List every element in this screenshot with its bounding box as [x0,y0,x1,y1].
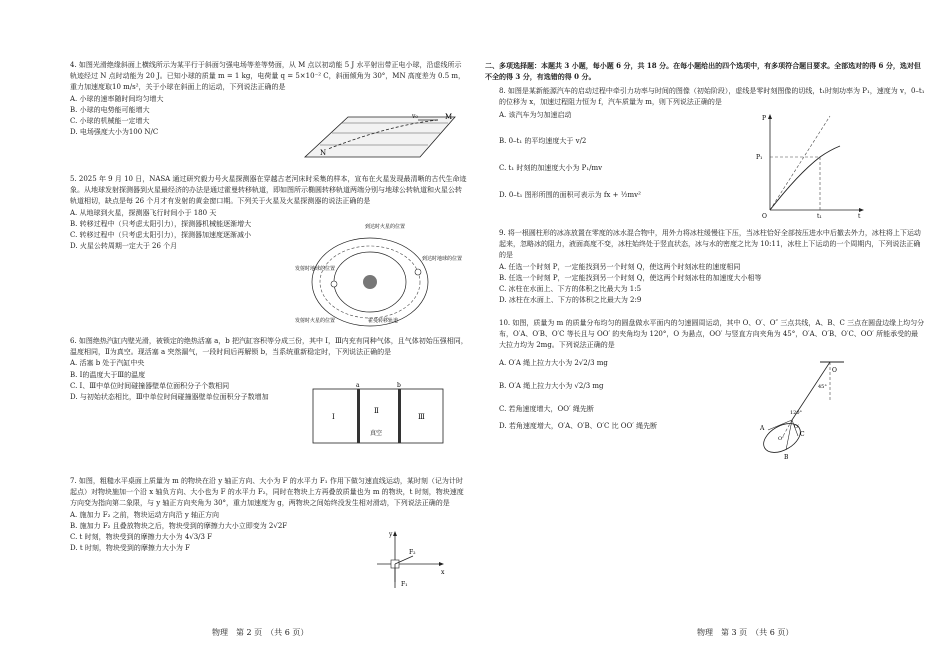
q4-stem: 4. 如图光滑绝缘斜面上横线所示为某平行于斜面匀强电场等差等势面，从 M 点以初动能 5 J 水平射出带正电小球，沿虚线所示轨迹经过 N 点时动能为 20 J。已知小球的质量 m = 1 kg，电荷量 q = 5×10⁻² C，斜面倾角为 30°，MN 高度差为 0.5 m，重力加速度取10 m/s²，关于小球在斜面上的运动，下列说法正确的是 [70,61,466,92]
q9-option-a: A. 任选一个时刻 P，一定能找到另一个时刻 Q，使这两个时刻冰柱的速度相同 [499,262,741,271]
q8-origin-label: O [762,213,767,220]
q10-120deg-label: 120° [790,410,803,416]
right-page [475,0,950,672]
q8-p1-label: P₁ [756,154,763,161]
q5-orbit-figure [295,222,465,332]
q10-a-label: A [760,425,765,432]
q7-option-c: C. t 时刻，物块受到的摩擦力大小为 4√3/3 F [70,533,213,542]
q5-option-d: D. 火星公转周期一定大于 26 个月 [70,242,178,251]
q8-stem: 8. 如图是某新能源汽车的启动过程中牵引力功率与时间的图像（初始阶段），虚线是零时刻图像的切线，t₁时刻功率为 P₁，速度为 v，0–t₁ 的位移为 x，加速过程阻力恒为 f，汽车质量为 m，则下列说法正确的是 [499,87,925,107]
q6-option-c: C. Ⅰ、Ⅲ中单位时间碰撞器壁单位面积分子个数相同 [70,381,230,390]
q6-option-b: B. Ⅰ的温度大于Ⅲ的温度 [70,370,146,379]
q7-option-a: A. 施加力 F₂ 之前，物块运动方向沿 y 轴正方向 [70,510,220,519]
q8-t-axis-label: t [858,213,861,220]
q9-option-c: C. 冰柱在水面上、下方的体积之比最大为 1:5 [499,285,642,294]
q10-disk-figure [740,358,860,470]
q10-option-c: C. 若角速度增大，OO′ 绳先断 [499,405,594,414]
q8-power-graph [758,112,868,222]
q8-option-c: C. t₁ 时刻的加速度大小为 P₁/mv [499,163,603,172]
q7-force-figure [375,530,450,590]
q7-option-d: D. t 时刻，物块受到的摩擦力大小为 F [70,544,190,553]
q10-o-label: O [832,367,837,374]
q5-arrival-earth-label: 到达时地球的位置 [422,256,463,262]
q5-option-c: C. 转移过程中（只考虑太阳引力），探测器加速度逐渐减小 [70,231,252,240]
q7-y-axis-label: y [389,531,393,538]
right-page-footer: 物理 第 3 页 （共 6 页） [697,628,794,637]
q6-region-1: Ⅰ [332,413,335,421]
q4-option-d: D. 电场强度大小为100 N/C [70,128,159,137]
question-9 [499,228,925,306]
q5-transfer-label: 霍曼转移轨道 [368,318,399,324]
q4-n-label: N [320,149,327,157]
q10-o1-label: O′ [794,424,800,430]
q6-vacuum-label: 真空 [370,430,383,437]
q10-c-label: C [800,431,805,438]
q5-arrival-mars-label: 到达时火星的位置 [365,224,406,230]
q10-o2-label: O″ [778,436,784,442]
left-page-footer: 物理 第 2 页 （共 6 页） [212,628,309,637]
q7-x-axis-label: x [441,569,445,576]
q7-option-b: B. 施加力 F₂ 且叠放物块之后，物块受到的摩擦力大小立即变为 2√2F [70,521,288,530]
q9-option-d: D. 冰柱在水面上、下方的体积之比最大为 2:9 [499,296,642,305]
q6-b-label: b [397,382,401,389]
q6-stem: 6. 如图绝热汽缸内壁光滑，被锁定的绝热活塞 a，b 把汽缸容积等分成三份，其中 Ⅰ，Ⅲ内充有同种气体，且气体初始压强相同，温度相同，Ⅱ为真空。现活塞 a 突然漏气，一段时间后再解锁 b，当系统重新稳定时，下列说法正确的是 [70,337,468,357]
q10-b-label: B [784,454,789,461]
q5-launch-earth-label: 发射时地球的位置 [295,266,336,272]
q8-option-d: D. 0–t₁ 图形所围的面积可表示为 fx + ½mv² [499,191,641,200]
q10-option-d: D. 若角速度增大，O′A、O′B、O′C 比 OO′ 绳先断 [499,422,658,431]
section-header: 二、多项选择题：本题共 3 小题，每小题 6 分，共 18 分。在每小题给出的四个选项中，有多项符合题目要求。全部选对的得 6 分，选对但不全的得 3 分，有选错的得 0 分。 [485,61,921,82]
q6-region-3: Ⅲ [418,413,425,421]
q7-f2-label: F₂ [409,549,416,556]
q4-option-b: B. 小球的电势能可能增大 [70,105,150,114]
q4-v0-label: v₀ [412,113,418,120]
q6-cylinder-figure [310,383,450,448]
q10-option-a: A. O′A 绳上拉力大小为 2√2/3 mg [499,358,608,367]
q6-a-label: a [356,382,360,389]
q6-option-d: D. 与初始状态相比，Ⅲ中单位时间碰撞器壁单位面积分子数增加 [70,393,269,402]
q5-stem: 5. 2025 年 9 月 10 日，NASA 通过研究毅力号火星探测器在穿越古老河床时采集的样本，宣布在火星发现最清晰的古代生命迹象。从地球发射探测器到火星最经济的办法是通过霍曼转移轨道，即如图所示椭圆转移轨道两端分别与地球公转轨道和火星公转轨道相切，缺点是每 26 个月才有发射的黄金窗口期。下列关于火星及火星探测器的说法正确的是 [70,175,467,206]
q8-option-b: B. 0–t₁ 的平均速度大于 v/2 [499,136,587,145]
q6-option-a: A. 活塞 b 处于汽缸中央 [70,359,145,368]
q7-stem: 7. 如图，粗糙水平桌面上质量为 m 的物块在沿 y 轴正方向、大小为 F 的水平力 F₁ 作用下做匀速直线运动，某时刻（记为计时起点）对物块施加一个沿 x 轴负方向、大小也为 F 的水平力 F₂，同时在物块上方再叠放质量也为 m 的物块，t 时刻，物块速度方向变为指向第二象限，与 y 轴正方向夹角为 30°，重力加速度为 g，两物块之间始终没发生相对滑动，下列说法正确的是 [70,477,464,508]
q7-f1-label: F₁ [401,581,408,588]
q10-option-b: B. O′A 绳上拉力大小为 √2/3 mg [499,381,604,390]
q4-m-label: M [445,113,453,121]
q10-stem: 10. 如图，质量为 m 的质量分布均匀的圆盘做水平面内的匀速圆周运动，其中 O、O′、O″ 三点共线，A、B、C 三点在圆盘边缘上均匀分布，O′A、O′B、O′C 等长且与 OO′ 的夹角均为 120°，O 为悬点，OO′ 与竖直方向夹角为 45°，O′A、O′B、O′C、OO′ 所能承受的最大拉力均为 2mg。下列说法正确的是 [499,319,925,350]
q6-region-2: Ⅱ [374,407,379,415]
q8-option-a: A. 该汽车为匀加速启动 [499,111,572,120]
q4-incline-figure [300,105,460,165]
q9-option-b: B. 任选一个时刻 P，一定能找到另一个时刻 Q，使这两个时刻冰柱的加速度大小相等 [499,273,762,282]
q4-option-a: A. 小球的速率随时间均匀增大 [70,94,164,103]
q8-p-axis-label: P [762,115,767,122]
q5-option-b: B. 转移过程中（只考虑太阳引力），探测器机械能逐渐增大 [70,219,252,228]
q8-t1-label: t₁ [817,213,822,220]
q9-stem: 9. 将一根圆柱形的冰冻放置在零度的冰水混合物中，用外力将冰柱缓慢往下压，当冰柱恰好全部按压进水中后撤去外力，冰柱将上下运动起来，忽略冰的阻力，液面高度不变，冰柱始终处于竖直状态，冰与水的密度之比为 10:11，冰柱上下运动的一个周期内，下列说法正确的是 [499,229,921,260]
q5-option-a: A. 从地球到火星，探测器飞行时间小于 180 天 [70,208,217,217]
question-10 [499,318,925,432]
q5-launch-mars-label: 发射时火星的位置 [295,318,336,324]
q10-45deg-label: 45° [818,384,827,390]
q4-option-c: C. 小球的机械能一定增大 [70,117,150,126]
